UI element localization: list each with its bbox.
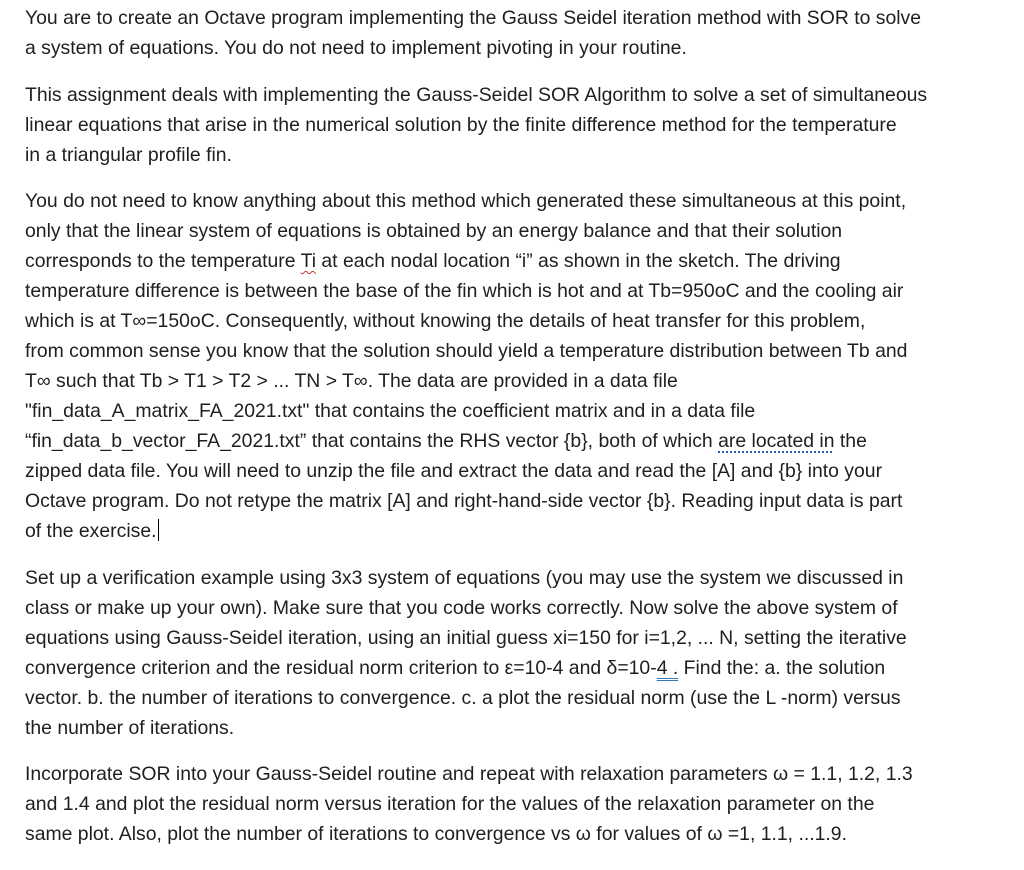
paragraph-intro: [25, 3, 1000, 63]
format-flag-exponent[interactable]: 4 .: [656, 656, 679, 679]
text-line: which is at T∞=150oC. Consequently, without knowing the details of heat transfer for this problem,: [25, 310, 866, 332]
text-segment: convergence criterion and the residual norm criterion to ε=10-4 and δ=10-: [25, 656, 657, 679]
text-line: equations using Gauss-Seidel iteration, using an initial guess xi=150 for i=1,2, ... N, setting the iterative: [25, 626, 907, 649]
text-line: and 1.4 and plot the residual norm versus iteration for the values of the relaxation parameter on the: [25, 793, 875, 815]
text-line: [25, 246, 1000, 276]
text-segment: at each nodal location “i” as shown in the sketch. The driving: [316, 250, 841, 272]
paragraph-background: [25, 186, 1000, 546]
text-line: "fin_data_A_matrix_FA_2021.txt" that contains the coefficient matrix and in a data file: [25, 400, 756, 422]
text-line: Octave program. Do not retype the matrix [A] and right-hand-side vector {b}. Reading input data is part: [25, 490, 903, 512]
text-segment: Find the: a. the solution: [678, 656, 886, 679]
text-line: [25, 516, 1000, 546]
text-line: You are to create an Octave program implementing the Gauss Seidel iteration method with SOR to solve: [25, 7, 922, 29]
text-line: only that the linear system of equations is obtained by an energy balance and that their solution: [25, 220, 843, 242]
text-line: T∞ such that Tb > T1 > T2 > ... TN > T∞. The data are provided in a data file: [25, 370, 678, 392]
paragraph-assignment: [25, 80, 1000, 170]
text-line: the number of iterations.: [25, 716, 235, 739]
text-line: vector. b. the number of iterations to convergence. c. a plot the residual norm (use the L -norm) versus: [25, 686, 901, 709]
text-line: linear equations that arise in the numerical solution by the finite difference method for the temperature: [25, 113, 897, 136]
text-line: temperature difference is between the base of the fin which is hot and at Tb=950oC and the cooling air: [25, 280, 904, 302]
text-segment: the: [834, 430, 867, 452]
text-line: Set up a verification example using 3x3 system of equations (you may use the system we discussed in: [25, 566, 904, 589]
paragraph-verification: [25, 563, 1000, 743]
text-line: You do not need to know anything about this method which generated these simultaneous at this point,: [25, 190, 907, 212]
text-line: This assignment deals with implementing the Gauss-Seidel SOR Algorithm to solve a set of simultaneous: [25, 83, 928, 106]
paragraph-sor: [25, 759, 1000, 849]
text-line: Incorporate SOR into your Gauss-Seidel routine and repeat with relaxation parameters ω = 1.1, 1.2, 1.3: [25, 763, 913, 785]
spelling-flag-ti[interactable]: Ti: [300, 250, 317, 272]
text-line: same plot. Also, plot the number of iterations to convergence vs ω for values of ω =1, 1.1, ...1.9.: [25, 823, 847, 845]
text-segment: “fin_data_b_vector_FA_2021.txt” that contains the RHS vector {b}, both of which: [25, 430, 719, 452]
text-line: class or make up your own). Make sure that you code works correctly. Now solve the above system of: [25, 596, 898, 619]
text-line: from common sense you know that the solution should yield a temperature distribution between Tb and: [25, 340, 908, 362]
text-line: [25, 426, 1000, 456]
document-body[interactable]: [25, 3, 1000, 866]
text-line: zipped data file. You will need to unzip the file and extract the data and read the [A] and {b} into your: [25, 460, 883, 482]
text-line: in a triangular profile fin.: [25, 143, 232, 166]
text-line: [25, 653, 1000, 683]
text-line: a system of equations. You do not need to implement pivoting in your routine.: [25, 37, 687, 59]
text-segment: corresponds to the temperature: [25, 250, 301, 272]
grammar-flag-are-located-in[interactable]: are located in: [718, 430, 835, 452]
text-segment: of the exercise.: [25, 520, 157, 542]
text-cursor: [158, 519, 159, 541]
